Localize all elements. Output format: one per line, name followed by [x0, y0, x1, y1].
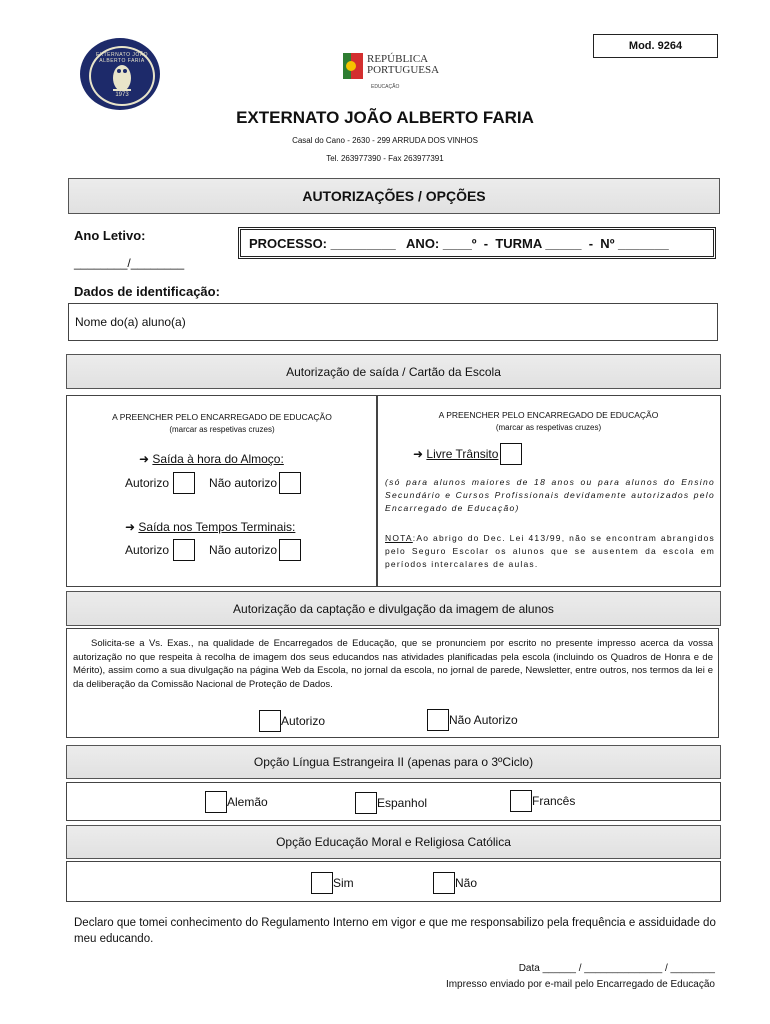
- right-sub: (marcar as respetivas cruzes): [495, 423, 602, 432]
- right-header: A PREENCHER PELO ENCARREGADO DE EDUCAÇÃO: [438, 410, 659, 420]
- nome-aluno-field[interactable]: [68, 303, 718, 341]
- model-number: Mod. 9264: [593, 34, 718, 58]
- imagem-nao-checkbox[interactable]: [427, 709, 449, 731]
- school-seal-logo: [80, 38, 160, 110]
- declaration: Declaro que tomei conhecimento do Regulamento Interno em vigor e que me responsabilizo pela frequência e assiduidade do meu educando.: [74, 917, 716, 945]
- nome-aluno-label: Nome do(a) aluno(a): [75, 315, 186, 329]
- nota-text: :Ao abrigo do Dec. Lei 413/99, não se encontram abrangidos pelo Seguro Escolar os alunos que se ausentem da escola em períodos intercalares de aulas.: [385, 533, 715, 569]
- almoco-nao-checkbox[interactable]: [279, 472, 301, 494]
- arrow-icon: ➜: [413, 447, 427, 461]
- imagem-autorizo-label: Autorizo: [281, 714, 326, 728]
- gov-line2: PORTUGUESA: [367, 64, 440, 76]
- imagem-nao-label: Não Autorizo: [449, 713, 518, 727]
- emrc-nao-label: Não: [455, 876, 478, 890]
- saida-title-text: Autorização de saída / Cartão da Escola: [286, 364, 501, 379]
- school-phone: Tel. 263977390 - Fax 263977391: [326, 154, 444, 163]
- nota-label: NOTA: [385, 533, 413, 543]
- gov-line1: REPÚBLICA: [367, 53, 429, 65]
- lingua-panel: [66, 782, 721, 821]
- left-header: A PREENCHER PELO ENCARREGADO DE EDUCAÇÃO: [112, 412, 332, 422]
- alemao-label: Alemão: [227, 795, 268, 809]
- espanhol-label: Espanhol: [377, 796, 428, 810]
- almoco-nao-label: Não autorizo: [209, 476, 278, 490]
- saida-right-panel: [376, 395, 721, 587]
- espanhol-checkbox[interactable]: [355, 792, 377, 814]
- alemao-checkbox[interactable]: [205, 791, 227, 813]
- imagem-panel: [66, 628, 719, 738]
- flag-icon: [343, 53, 363, 79]
- school-address: Casal do Cano - 2630 - 299 ARRUDA DOS VINHOS: [292, 136, 478, 145]
- terminais-autorizo-checkbox[interactable]: [173, 539, 195, 561]
- footer-note: Impresso enviado por e-mail pelo Encarregado de Educação: [445, 979, 715, 990]
- livre-checkbox[interactable]: [500, 443, 522, 465]
- left-sub: (marcar as respetivas cruzes): [169, 425, 275, 434]
- terminais-text: Saída nos Tempos Terminais:: [138, 520, 296, 534]
- lingua-title: Opção Língua Estrangeira II (apenas para o 3ºCiclo): [66, 745, 721, 779]
- form-title: AUTORIZAÇÕES / OPÇÕES: [68, 178, 720, 214]
- imagem-text: Solicita-se a Vs. Exas., na qualidade de Encarregados de Educação, que se pronunciem por escrito no presente impresso acerca da vossa autorização no que respeita à recolha de imagem dos seus educandos nas atividades planificadas pela escola (incluindo os Quadros de Honra e de Mérito), assim como a sua divulgação na página Web da Escola, no jornal da escola, no jornal de parede, Newsletter, entre outros, nos termos da lei e da deliberação da Comissão Nacional de Proteção de Dados.: [73, 638, 713, 690]
- ano-letivo-label: Ano Letivo:: [74, 228, 146, 243]
- school-name: EXTERNATO JOÃO ALBERTO FARIA: [236, 108, 534, 127]
- saida-left-panel: [66, 395, 378, 587]
- date-field[interactable]: Data ______ / ______________ / ________: [518, 963, 715, 974]
- emrc-sim-checkbox[interactable]: [311, 872, 333, 894]
- emrc-title: Opção Educação Moral e Religiosa Católica: [66, 825, 721, 859]
- emrc-nao-checkbox[interactable]: [433, 872, 455, 894]
- seal-year: 1973: [115, 92, 129, 98]
- frances-checkbox[interactable]: [510, 790, 532, 812]
- imagem-autorizo-checkbox[interactable]: [259, 710, 281, 732]
- processo-line: PROCESSO: _________ ANO: ____º - TURMA _____ - Nº _______: [249, 235, 669, 251]
- frances-label: Francês: [532, 794, 576, 808]
- livre-note: (só para alunos maiores de 18 anos ou para alunos do Ensino Secundário e Cursos Profissionais devidamente autorizados pelo Encarregado de Educação): [385, 477, 715, 513]
- saida-title: [66, 354, 721, 389]
- almoco-autorizo-checkbox[interactable]: [173, 472, 195, 494]
- dados-label: Dados de identificação:: [74, 284, 220, 299]
- nota-paragraph: [385, 532, 715, 571]
- emrc-sim-label: Sim: [333, 876, 354, 890]
- terminais-label: ➜ Saída nos Tempos Terminais:: [125, 520, 296, 534]
- processo-box[interactable]: [238, 227, 716, 259]
- imagem-title: Autorização da captação e divulgação da imagem de alunos: [66, 591, 721, 626]
- ano-letivo-field[interactable]: ________/________: [74, 256, 185, 270]
- terminais-nao-checkbox[interactable]: [279, 539, 301, 561]
- almoco-label: ➜ Saída à hora do Almoço:: [139, 452, 284, 466]
- gov-sub: EDUCAÇÃO: [371, 84, 400, 90]
- seal-text: EXTERNATO JOÃO ALBERTO FARIA: [95, 52, 149, 64]
- terminais-autorizo-label: Autorizo: [125, 543, 170, 557]
- emrc-panel: [66, 861, 721, 902]
- almoco-autorizo-label: Autorizo: [125, 476, 170, 490]
- terminais-nao-label: Não autorizo: [209, 543, 278, 557]
- almoco-text: Saída à hora do Almoço:: [152, 452, 284, 466]
- livre-label: Livre Trânsito: [426, 447, 499, 461]
